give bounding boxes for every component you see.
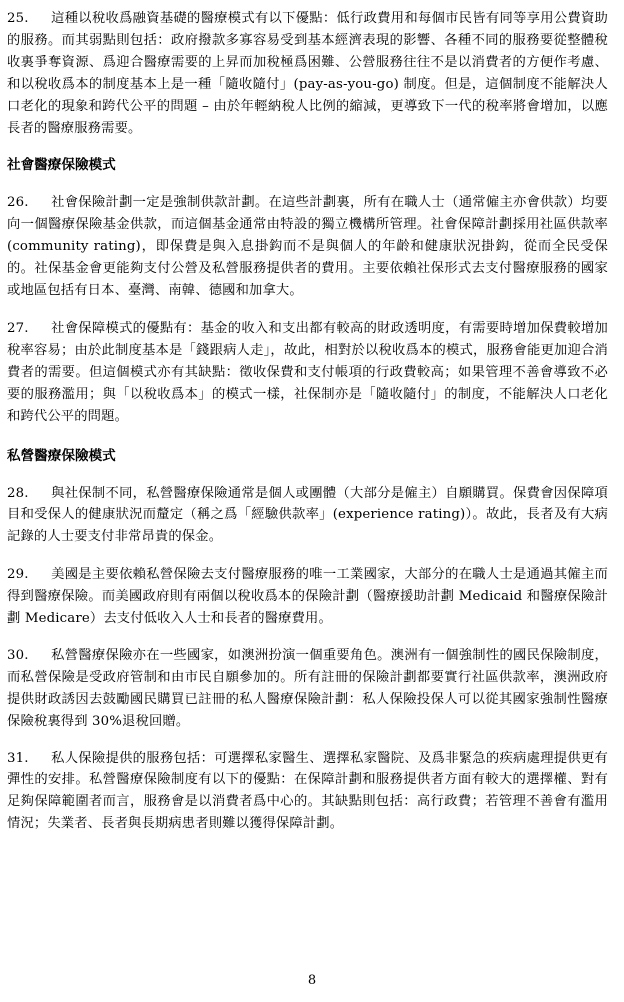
paragraph-number: 29. <box>7 567 29 583</box>
paragraph-number: 25. <box>7 11 29 26</box>
paragraph-31 <box>7 748 608 836</box>
page-number: 8 <box>307 973 317 988</box>
paragraph-number: 27. <box>7 320 29 336</box>
paragraph-number: 26. <box>7 195 29 211</box>
paragraph-number: 28. <box>7 485 29 501</box>
document-page <box>7 8 608 835</box>
paragraph-28 <box>7 483 608 549</box>
section-heading-social-insurance: 社會醫療保險模式 <box>7 157 116 174</box>
paragraph-27 <box>7 318 608 428</box>
paragraph-text: 與社保制不同，私營醫療保險通常是個人或團體（大部分是僱主）自願購買。保費會因保障項目和受保人的健康狀況而釐定（稱之爲「經驗供款率」(experience rating)）。故此，長者及有大病記錄的人士要支付非常昂貴的保金。 <box>7 485 608 545</box>
paragraph-text: 社會保險計劃一定是強制供款計劃。在這些計劃裏，所有在職人士（通常僱主亦會供款）均要向一個醫療保險基金供款，而這個基金通常由特設的獨立機構所管理。社會保障計劃採用社區供款率 (community rating)，即保費是與入息掛鈎而不是與個人的年齡和健康狀況掛鈎，從而全民受保的。社保基金會更能夠支付公營及私營服務提供者的費用。主要依賴社保形式去支付醫療服務的國家或地區包括有日本、臺灣、南韓、德國和加拿大。 <box>7 195 608 299</box>
paragraph-number: 30. <box>7 647 29 663</box>
paragraph-text: 私人保險提供的服務包括：可選擇私家醫生、選擇私家醫院、及爲非緊急的疾病處理提供更有彈性的安排。私營醫療保險制度有以下的優點：在保障計劃和服務提供者方面有較大的選擇權、對有足夠保障範圍者而言，服務會是以消費者爲中心的。其缺點則包括：高行政費；若管理不善會有濫用情況；失業者、長者與長期病患者則難以獲得保障計劃。 <box>7 750 608 832</box>
section-heading-private-insurance: 私營醫療保險模式 <box>7 447 116 464</box>
paragraph-number: 31. <box>7 750 29 766</box>
paragraph-text: 這種以稅收爲融資基礎的醫療模式有以下優點：低行政費用和每個市民皆有同等享用公費資助的服務。而其弱點則包括：政府撥款多寡容易受到基本經濟表現的影響、各種不同的服務要從整體稅收裏爭奪資源、爲迎合醫療需要的上昇而加稅極爲困難、公營服務往往不是以消費者的方便作考慮、和以稅收爲本的制度基本上是一種「隨收隨付」(pay-as-you-go) 制度。但是，這個制度不能解決人口老化的現象和跨代公平的問題 – 由於年輕納稅人比例的縮減，更導致下一代的稅率將會增加，以應長者的醫療服務需要。 <box>7 11 608 136</box>
paragraph-text: 私營醫療保險亦在一些國家，如澳洲扮演一個重要角色。澳洲有一個強制性的國民保險制度，而私營保險是受政府管制和由市民自願參加的。所有註冊的保險計劃都要實行社區供款率，澳洲政府提供財政誘因去鼓勵國民購買已註冊的私人醫療保險計劃：私人保險投保人可以從其國家強制性醫療保險稅裏得到 30%退稅回贈。 <box>7 647 608 729</box>
paragraph-29 <box>7 564 608 630</box>
paragraph-26 <box>7 192 608 302</box>
paragraph-25 <box>7 8 608 139</box>
paragraph-text: 美國是主要依賴私營保險去支付醫療服務的唯一工業國家，大部分的在職人士是通過其僱主而得到醫療保險。而美國政府則有兩個以稅收爲本的保險計劃（醫療援助計劃 Medicaid 和醫療保險計劃 Medicare）去支付低收入人士和長者的醫療費用。 <box>7 567 608 627</box>
paragraph-30 <box>7 645 608 733</box>
paragraph-text: 社會保障模式的優點有：基金的收入和支出都有較高的財政透明度，有需要時增加保費較增加稅率容易；由於此制度基本是「錢跟病人走」，故此，相對於以稅收爲本的模式，服務會能更加迎合消費者的需要。但這個模式亦有其缺點：徵收保費和支付帳項的行政費較高；如果管理不善會導致不必要的服務濫用；與「以稅收爲本」的模式一樣，社保制亦是「隨收隨付」的制度，不能解決人口老化和跨代公平的問題。 <box>7 320 608 424</box>
